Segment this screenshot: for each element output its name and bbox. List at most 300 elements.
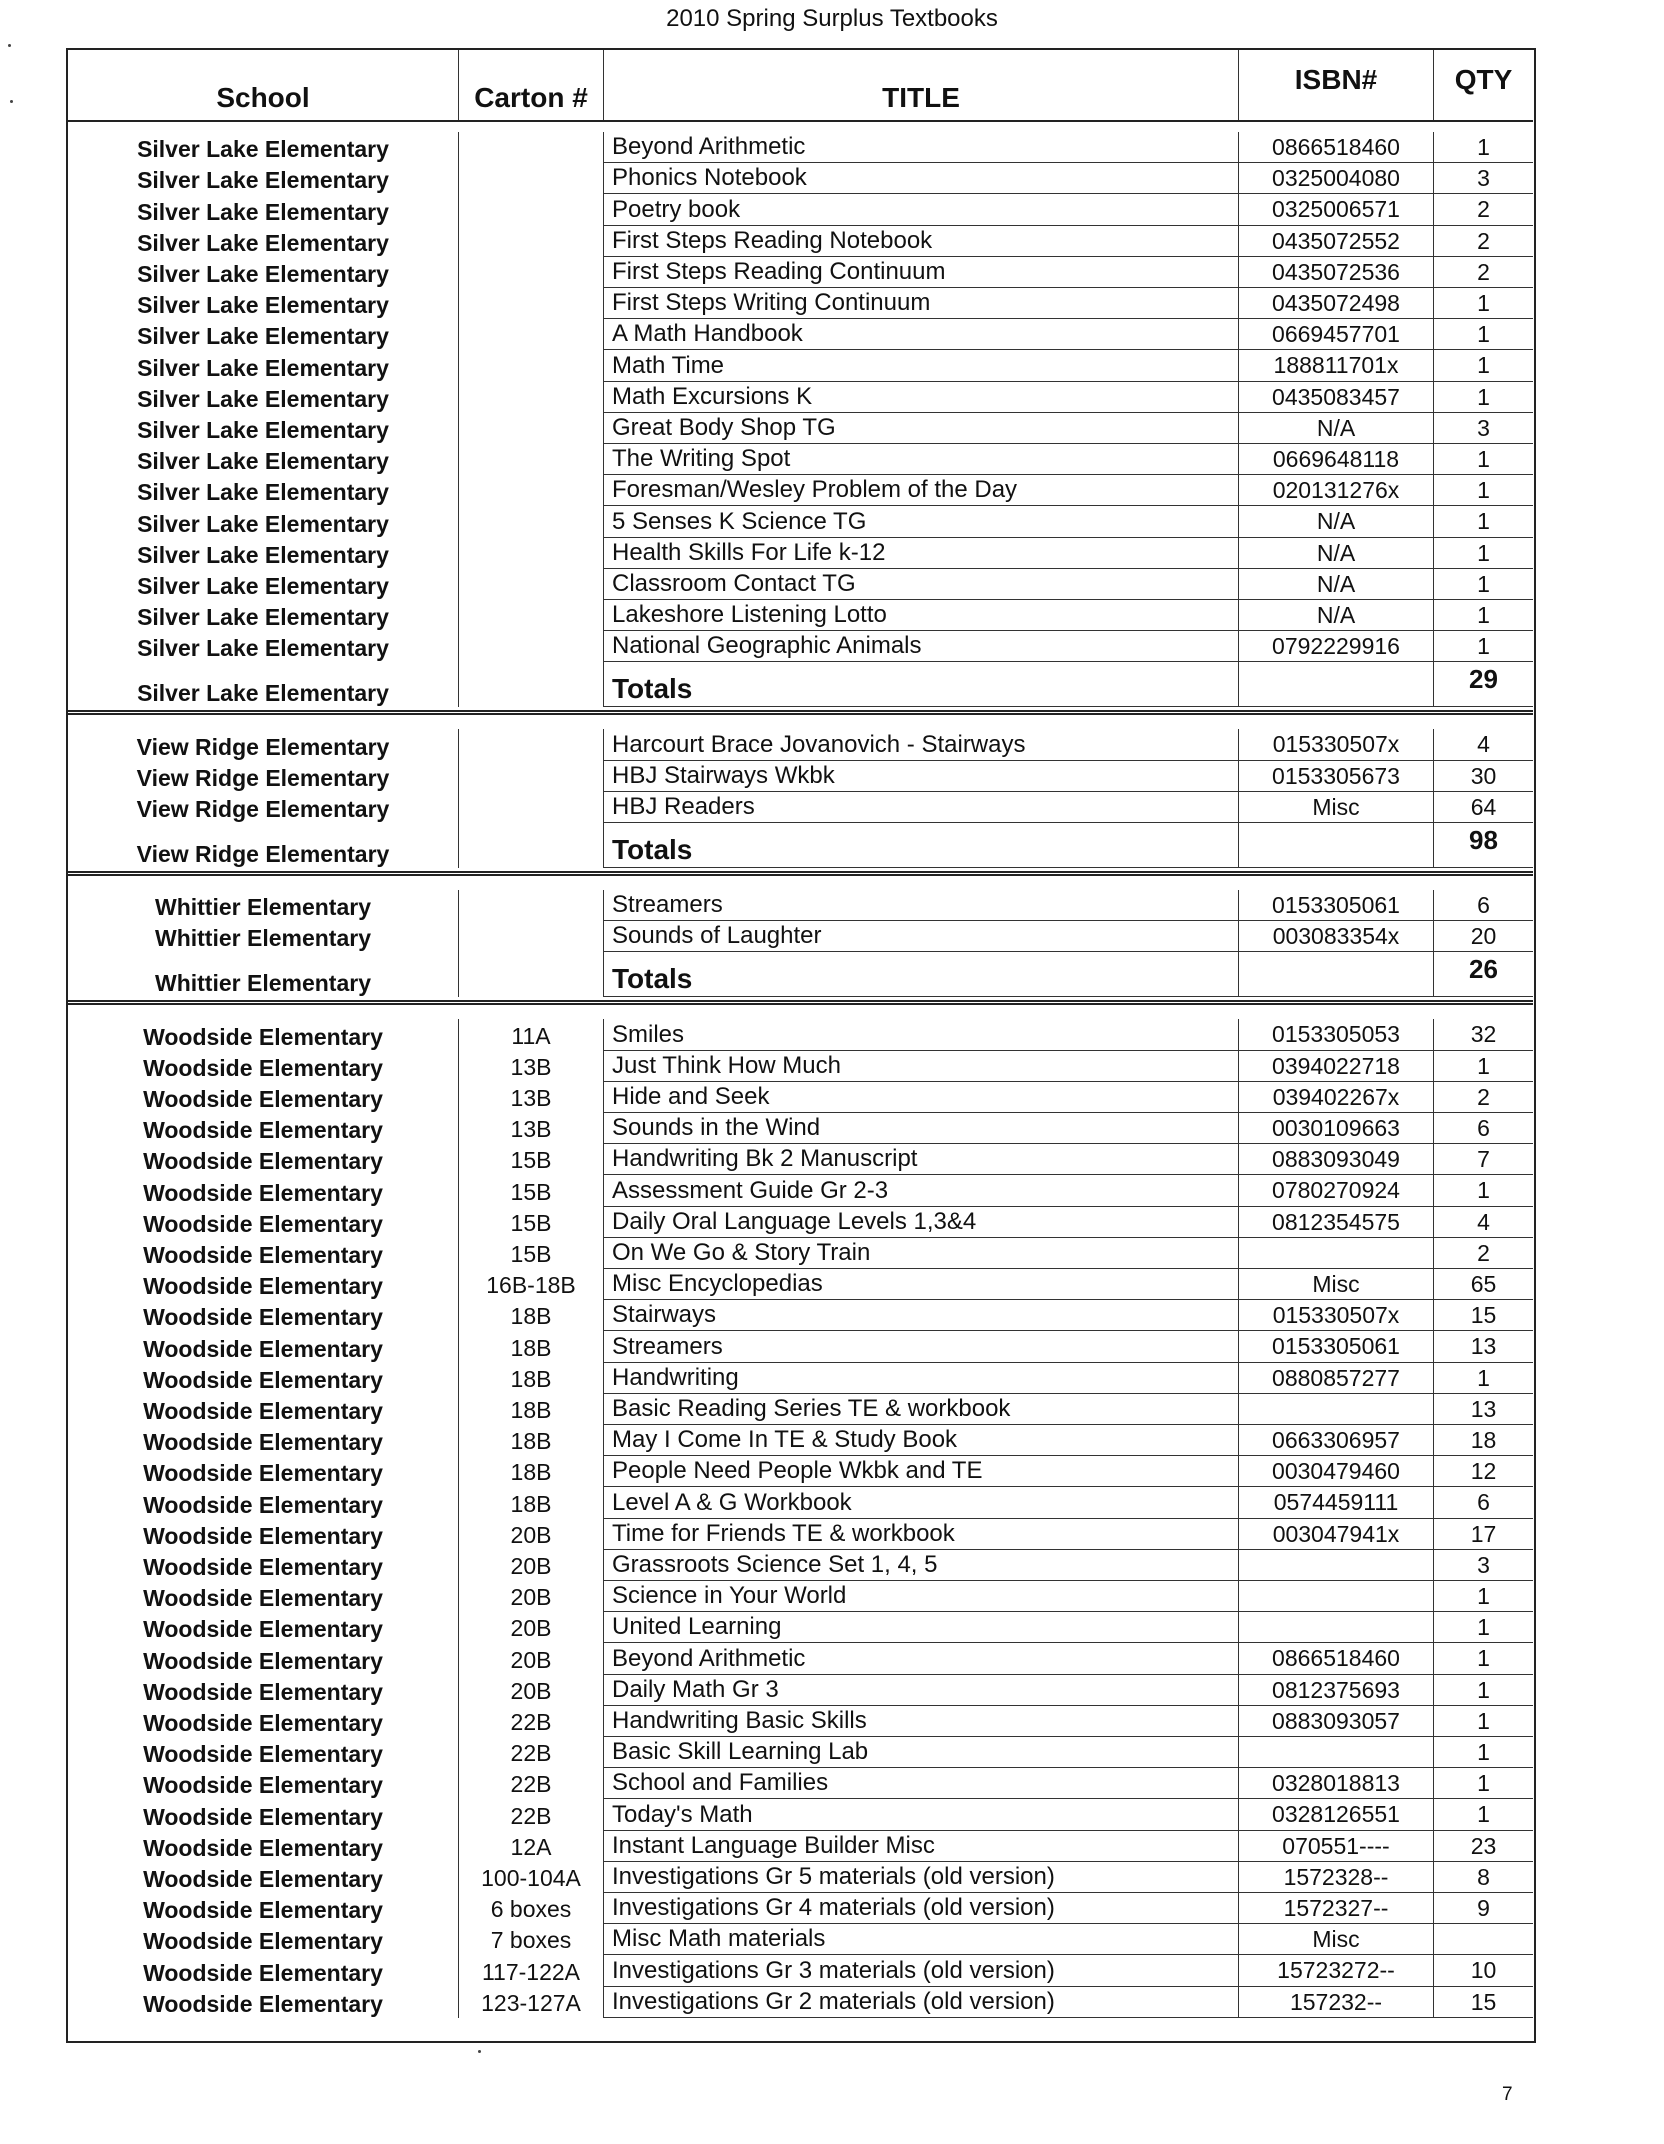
qty-cell: 64 bbox=[1433, 792, 1533, 823]
school-cell: Woodside Elementary bbox=[143, 1522, 383, 1549]
totals-label: Totals bbox=[603, 662, 1238, 707]
carton-cell: 7 boxes bbox=[458, 1924, 603, 1955]
school-cell: Silver Lake Elementary bbox=[137, 354, 389, 381]
carton-cell: 18B bbox=[458, 1300, 603, 1331]
isbn-cell bbox=[1238, 1737, 1433, 1768]
header-carton: Carton # bbox=[458, 50, 603, 120]
page-number: 7 bbox=[1502, 2084, 1513, 2105]
title-cell: Hide and Seek bbox=[603, 1082, 1238, 1113]
totals-row bbox=[68, 952, 1533, 997]
school-cell: Woodside Elementary bbox=[143, 1335, 383, 1362]
title-cell: Misc Encyclopedias bbox=[603, 1269, 1238, 1300]
qty-cell: 1 bbox=[1433, 350, 1533, 381]
total-qty: 26 bbox=[1433, 952, 1533, 997]
qty-cell: 10 bbox=[1433, 1955, 1533, 1986]
table-row bbox=[68, 1456, 1533, 1487]
title-cell: Sounds in the Wind bbox=[603, 1113, 1238, 1144]
school-cell: Woodside Elementary bbox=[143, 1085, 383, 1112]
carton-cell: 22B bbox=[458, 1737, 603, 1768]
isbn-cell: 003047941x bbox=[1238, 1519, 1433, 1550]
carton-cell: 15B bbox=[458, 1144, 603, 1175]
title-cell: United Learning bbox=[603, 1612, 1238, 1643]
table-row bbox=[68, 1175, 1533, 1206]
isbn-cell: 0435072552 bbox=[1238, 226, 1433, 257]
title-cell: Daily Oral Language Levels 1,3&4 bbox=[603, 1207, 1238, 1238]
carton-cell: 100-104A bbox=[458, 1862, 603, 1893]
school-cell: Silver Lake Elementary bbox=[137, 510, 389, 537]
title-cell: Lakeshore Listening Lotto bbox=[603, 600, 1238, 631]
title-cell: Harcourt Brace Jovanovich - Stairways bbox=[603, 729, 1238, 760]
title-cell: Basic Reading Series TE & workbook bbox=[603, 1394, 1238, 1425]
title-cell: First Steps Reading Notebook bbox=[603, 226, 1238, 257]
isbn-cell: Misc bbox=[1238, 1924, 1433, 1955]
school-cell: View Ridge Elementary bbox=[136, 764, 390, 791]
totals-label: Totals bbox=[603, 952, 1238, 997]
carton-cell: 13B bbox=[458, 1113, 603, 1144]
carton-cell: 18B bbox=[458, 1331, 603, 1362]
school-cell: Woodside Elementary bbox=[143, 1179, 383, 1206]
school-cell: Woodside Elementary bbox=[143, 1304, 383, 1331]
isbn-cell: N/A bbox=[1238, 538, 1433, 569]
carton-cell bbox=[458, 662, 603, 707]
title-cell: On We Go & Story Train bbox=[603, 1238, 1238, 1269]
school-cell: View Ridge Elementary bbox=[136, 841, 390, 867]
qty-cell: 8 bbox=[1433, 1862, 1533, 1893]
table-row bbox=[68, 1238, 1533, 1269]
carton-cell bbox=[458, 600, 603, 631]
carton-cell bbox=[458, 163, 603, 194]
carton-cell: 18B bbox=[458, 1487, 603, 1518]
carton-cell bbox=[458, 413, 603, 444]
isbn-cell: 0663306957 bbox=[1238, 1425, 1433, 1456]
qty-cell: 1 bbox=[1433, 288, 1533, 319]
title-cell: Time for Friends TE & workbook bbox=[603, 1519, 1238, 1550]
qty-cell: 18 bbox=[1433, 1425, 1533, 1456]
isbn-cell: Misc bbox=[1238, 1269, 1433, 1300]
school-cell: Woodside Elementary bbox=[143, 1460, 383, 1487]
title-cell: Beyond Arithmetic bbox=[603, 1643, 1238, 1674]
school-cell: Woodside Elementary bbox=[143, 1273, 383, 1300]
qty-cell: 1 bbox=[1433, 382, 1533, 413]
totals-row bbox=[68, 662, 1533, 707]
title-cell: Investigations Gr 3 materials (old version) bbox=[603, 1955, 1238, 1986]
carton-cell: 15B bbox=[458, 1238, 603, 1269]
isbn-cell: 0883093049 bbox=[1238, 1144, 1433, 1175]
scan-speck bbox=[8, 44, 11, 47]
title-cell: Daily Math Gr 3 bbox=[603, 1675, 1238, 1706]
isbn-cell: 1572327-- bbox=[1238, 1893, 1433, 1924]
qty-cell: 13 bbox=[1433, 1331, 1533, 1362]
carton-cell bbox=[458, 538, 603, 569]
carton-cell bbox=[458, 761, 603, 792]
school-cell: Woodside Elementary bbox=[143, 1772, 383, 1799]
carton-cell: 18B bbox=[458, 1456, 603, 1487]
school-cell: Woodside Elementary bbox=[143, 1148, 383, 1175]
table-row bbox=[68, 1300, 1533, 1331]
qty-cell: 3 bbox=[1433, 413, 1533, 444]
qty-cell: 12 bbox=[1433, 1456, 1533, 1487]
school-cell: Woodside Elementary bbox=[143, 1553, 383, 1580]
isbn-cell: 0812354575 bbox=[1238, 1207, 1433, 1238]
title-cell: Level A & G Workbook bbox=[603, 1487, 1238, 1518]
isbn-cell: 0153305061 bbox=[1238, 890, 1433, 921]
carton-cell: 16B-18B bbox=[458, 1269, 603, 1300]
qty-cell: 20 bbox=[1433, 921, 1533, 952]
school-cell: Whittier Elementary bbox=[155, 894, 371, 921]
qty-cell: 1 bbox=[1433, 1612, 1533, 1643]
title-cell: A Math Handbook bbox=[603, 319, 1238, 350]
table-row bbox=[68, 475, 1533, 506]
isbn-cell bbox=[1238, 1612, 1433, 1643]
qty-cell: 7 bbox=[1433, 1144, 1533, 1175]
carton-cell: 20B bbox=[458, 1643, 603, 1674]
qty-cell: 1 bbox=[1433, 1768, 1533, 1799]
isbn-cell: 015330507x bbox=[1238, 729, 1433, 760]
isbn-cell: 0780270924 bbox=[1238, 1175, 1433, 1206]
table-row bbox=[68, 1394, 1533, 1425]
table-row bbox=[68, 194, 1533, 225]
table-row bbox=[68, 288, 1533, 319]
school-cell: Silver Lake Elementary bbox=[137, 385, 389, 412]
qty-cell: 6 bbox=[1433, 1487, 1533, 1518]
isbn-cell bbox=[1238, 662, 1433, 707]
school-cell: Woodside Elementary bbox=[143, 1054, 383, 1081]
group-separator bbox=[68, 710, 1533, 715]
school-cell: Silver Lake Elementary bbox=[137, 260, 389, 287]
school-cell: Silver Lake Elementary bbox=[137, 167, 389, 194]
isbn-cell: 0812375693 bbox=[1238, 1675, 1433, 1706]
school-cell: Woodside Elementary bbox=[143, 1803, 383, 1830]
title-cell: May I Come In TE & Study Book bbox=[603, 1425, 1238, 1456]
isbn-cell: 0328126551 bbox=[1238, 1799, 1433, 1830]
table-row bbox=[68, 1799, 1533, 1830]
group-separator bbox=[68, 1000, 1533, 1005]
school-cell: Silver Lake Elementary bbox=[137, 136, 389, 163]
carton-cell: 22B bbox=[458, 1768, 603, 1799]
qty-cell: 1 bbox=[1433, 506, 1533, 537]
title-cell: Classroom Contact TG bbox=[603, 569, 1238, 600]
qty-cell: 1 bbox=[1433, 132, 1533, 163]
carton-cell: 123-127A bbox=[458, 1987, 603, 2018]
qty-cell: 1 bbox=[1433, 569, 1533, 600]
table-row bbox=[68, 1082, 1533, 1113]
table-row bbox=[68, 226, 1533, 257]
title-cell: Stairways bbox=[603, 1300, 1238, 1331]
table-row bbox=[68, 1363, 1533, 1394]
carton-cell bbox=[458, 444, 603, 475]
table-row bbox=[68, 1550, 1533, 1581]
school-cell: Woodside Elementary bbox=[143, 1397, 383, 1424]
isbn-cell: 0325006571 bbox=[1238, 194, 1433, 225]
qty-cell: 3 bbox=[1433, 1550, 1533, 1581]
title-cell: Streamers bbox=[603, 1331, 1238, 1362]
carton-cell bbox=[458, 257, 603, 288]
carton-cell bbox=[458, 132, 603, 163]
isbn-cell: N/A bbox=[1238, 506, 1433, 537]
qty-cell: 1 bbox=[1433, 1363, 1533, 1394]
title-cell: Great Body Shop TG bbox=[603, 413, 1238, 444]
carton-cell: 22B bbox=[458, 1706, 603, 1737]
title-cell: Investigations Gr 5 materials (old version) bbox=[603, 1862, 1238, 1893]
carton-cell bbox=[458, 569, 603, 600]
title-cell: Handwriting Bk 2 Manuscript bbox=[603, 1144, 1238, 1175]
carton-cell bbox=[458, 475, 603, 506]
qty-cell: 2 bbox=[1433, 257, 1533, 288]
qty-cell: 2 bbox=[1433, 194, 1533, 225]
school-cell: Woodside Elementary bbox=[143, 1117, 383, 1144]
carton-cell bbox=[458, 890, 603, 921]
title-cell: Beyond Arithmetic bbox=[603, 132, 1238, 163]
title-cell: Handwriting Basic Skills bbox=[603, 1706, 1238, 1737]
table-row bbox=[68, 729, 1533, 760]
school-cell: Silver Lake Elementary bbox=[137, 198, 389, 225]
table-row bbox=[68, 413, 1533, 444]
qty-cell: 2 bbox=[1433, 1082, 1533, 1113]
title-cell: Instant Language Builder Misc bbox=[603, 1831, 1238, 1862]
carton-cell bbox=[458, 319, 603, 350]
school-cell: Silver Lake Elementary bbox=[137, 229, 389, 256]
table-row bbox=[68, 1581, 1533, 1612]
qty-cell bbox=[1433, 1924, 1533, 1955]
table-row bbox=[68, 761, 1533, 792]
qty-cell: 9 bbox=[1433, 1893, 1533, 1924]
carton-cell bbox=[458, 631, 603, 662]
carton-cell: 13B bbox=[458, 1051, 603, 1082]
isbn-cell bbox=[1238, 1394, 1433, 1425]
table-row bbox=[68, 1643, 1533, 1674]
carton-cell: 15B bbox=[458, 1207, 603, 1238]
school-cell: Woodside Elementary bbox=[143, 1928, 383, 1955]
qty-cell: 1 bbox=[1433, 1581, 1533, 1612]
isbn-cell bbox=[1238, 823, 1433, 868]
title-cell: First Steps Reading Continuum bbox=[603, 257, 1238, 288]
isbn-cell bbox=[1238, 1550, 1433, 1581]
totals-label: Totals bbox=[603, 823, 1238, 868]
qty-cell: 6 bbox=[1433, 890, 1533, 921]
table-row bbox=[68, 1675, 1533, 1706]
isbn-cell: 0435072498 bbox=[1238, 288, 1433, 319]
isbn-cell: 0574459111 bbox=[1238, 1487, 1433, 1518]
carton-cell: 20B bbox=[458, 1550, 603, 1581]
title-cell: Streamers bbox=[603, 890, 1238, 921]
table-row bbox=[68, 569, 1533, 600]
qty-cell: 15 bbox=[1433, 1300, 1533, 1331]
table-row bbox=[68, 257, 1533, 288]
school-cell: View Ridge Elementary bbox=[136, 795, 390, 822]
qty-cell: 30 bbox=[1433, 761, 1533, 792]
qty-cell: 1 bbox=[1433, 1643, 1533, 1674]
isbn-cell: 0883093057 bbox=[1238, 1706, 1433, 1737]
title-cell: Foresman/Wesley Problem of the Day bbox=[603, 475, 1238, 506]
qty-cell: 1 bbox=[1433, 1675, 1533, 1706]
carton-cell: 20B bbox=[458, 1581, 603, 1612]
title-cell: Just Think How Much bbox=[603, 1051, 1238, 1082]
qty-cell: 15 bbox=[1433, 1987, 1533, 2018]
table-row bbox=[68, 444, 1533, 475]
title-cell: School and Families bbox=[603, 1768, 1238, 1799]
isbn-cell: 157232-- bbox=[1238, 1987, 1433, 2018]
qty-cell: 1 bbox=[1433, 1706, 1533, 1737]
scan-speck bbox=[478, 2050, 481, 2053]
table-row bbox=[68, 1924, 1533, 1955]
isbn-cell: 015330507x bbox=[1238, 1300, 1433, 1331]
school-cell: Woodside Elementary bbox=[143, 1210, 383, 1237]
isbn-cell: 0669457701 bbox=[1238, 319, 1433, 350]
carton-cell: 15B bbox=[458, 1175, 603, 1206]
school-cell: Woodside Elementary bbox=[143, 1491, 383, 1518]
qty-cell: 1 bbox=[1433, 1175, 1533, 1206]
header-isbn: ISBN# bbox=[1238, 50, 1433, 120]
carton-cell bbox=[458, 226, 603, 257]
school-cell: Woodside Elementary bbox=[143, 1741, 383, 1768]
carton-cell bbox=[458, 729, 603, 760]
isbn-cell: 0030479460 bbox=[1238, 1456, 1433, 1487]
qty-cell: 1 bbox=[1433, 1051, 1533, 1082]
title-cell: Phonics Notebook bbox=[603, 163, 1238, 194]
carton-cell bbox=[458, 792, 603, 823]
title-cell: The Writing Spot bbox=[603, 444, 1238, 475]
title-cell: Math Excursions K bbox=[603, 382, 1238, 413]
school-cell: Woodside Elementary bbox=[143, 1865, 383, 1892]
isbn-cell: 0153305061 bbox=[1238, 1331, 1433, 1362]
isbn-cell: N/A bbox=[1238, 413, 1433, 444]
qty-cell: 1 bbox=[1433, 444, 1533, 475]
title-cell: Investigations Gr 2 materials (old version) bbox=[603, 1987, 1238, 2018]
qty-cell: 23 bbox=[1433, 1831, 1533, 1862]
isbn-cell: 0792229916 bbox=[1238, 631, 1433, 662]
isbn-cell bbox=[1238, 1238, 1433, 1269]
school-cell: Woodside Elementary bbox=[143, 1647, 383, 1674]
title-cell: Health Skills For Life k-12 bbox=[603, 538, 1238, 569]
carton-cell bbox=[458, 921, 603, 952]
table-header-row bbox=[68, 50, 1533, 122]
table-row bbox=[68, 1831, 1533, 1862]
table-row bbox=[68, 1612, 1533, 1643]
isbn-cell: 0325004080 bbox=[1238, 163, 1433, 194]
table-row bbox=[68, 1269, 1533, 1300]
table-row bbox=[68, 1144, 1533, 1175]
carton-cell bbox=[458, 823, 603, 868]
title-cell: Math Time bbox=[603, 350, 1238, 381]
isbn-cell: 15723272-- bbox=[1238, 1955, 1433, 1986]
table-row bbox=[68, 1519, 1533, 1550]
carton-cell: 6 boxes bbox=[458, 1893, 603, 1924]
carton-cell: 20B bbox=[458, 1519, 603, 1550]
qty-cell: 3 bbox=[1433, 163, 1533, 194]
table-row bbox=[68, 1425, 1533, 1456]
qty-cell: 17 bbox=[1433, 1519, 1533, 1550]
school-cell: Silver Lake Elementary bbox=[137, 292, 389, 319]
qty-cell: 1 bbox=[1433, 1737, 1533, 1768]
isbn-cell: N/A bbox=[1238, 569, 1433, 600]
table-row bbox=[68, 1051, 1533, 1082]
school-cell: Woodside Elementary bbox=[143, 1834, 383, 1861]
total-qty: 98 bbox=[1433, 823, 1533, 868]
qty-cell: 1 bbox=[1433, 600, 1533, 631]
table-row bbox=[68, 163, 1533, 194]
header-qty: QTY bbox=[1433, 50, 1533, 120]
carton-cell: 20B bbox=[458, 1675, 603, 1706]
table-row bbox=[68, 1706, 1533, 1737]
school-cell: Woodside Elementary bbox=[143, 1990, 383, 2017]
table-row bbox=[68, 1737, 1533, 1768]
table-row bbox=[68, 1207, 1533, 1238]
school-cell: Woodside Elementary bbox=[143, 1429, 383, 1456]
qty-cell: 6 bbox=[1433, 1113, 1533, 1144]
title-cell: Science in Your World bbox=[603, 1581, 1238, 1612]
school-cell: Silver Lake Elementary bbox=[137, 572, 389, 599]
school-cell: Woodside Elementary bbox=[143, 1709, 383, 1736]
isbn-cell: 1572328-- bbox=[1238, 1862, 1433, 1893]
isbn-cell: 0153305053 bbox=[1238, 1019, 1433, 1050]
qty-cell: 1 bbox=[1433, 1799, 1533, 1830]
title-cell: Basic Skill Learning Lab bbox=[603, 1737, 1238, 1768]
title-cell: Sounds of Laughter bbox=[603, 921, 1238, 952]
isbn-cell: 0866518460 bbox=[1238, 132, 1433, 163]
school-cell: Silver Lake Elementary bbox=[137, 416, 389, 443]
table-row bbox=[68, 132, 1533, 163]
title-cell: Handwriting bbox=[603, 1363, 1238, 1394]
table-row bbox=[68, 350, 1533, 381]
table-row bbox=[68, 1113, 1533, 1144]
group-separator bbox=[68, 871, 1533, 876]
school-cell: Whittier Elementary bbox=[155, 925, 371, 952]
isbn-cell: N/A bbox=[1238, 600, 1433, 631]
carton-cell bbox=[458, 194, 603, 225]
table-row bbox=[68, 506, 1533, 537]
school-cell: Woodside Elementary bbox=[143, 1959, 383, 1986]
scan-speck bbox=[10, 100, 13, 103]
table-row bbox=[68, 1987, 1533, 2018]
carton-cell: 22B bbox=[458, 1799, 603, 1830]
school-cell: Woodside Elementary bbox=[143, 1678, 383, 1705]
table-row bbox=[68, 1893, 1533, 1924]
school-cell: Silver Lake Elementary bbox=[137, 635, 389, 662]
table-row bbox=[68, 1019, 1533, 1050]
table-row bbox=[68, 631, 1533, 662]
document-title: 2010 Spring Surplus Textbooks bbox=[666, 5, 998, 32]
title-cell: First Steps Writing Continuum bbox=[603, 288, 1238, 319]
table-row bbox=[68, 382, 1533, 413]
isbn-cell: 0328018813 bbox=[1238, 1768, 1433, 1799]
table-row bbox=[68, 921, 1533, 952]
qty-cell: 1 bbox=[1433, 538, 1533, 569]
title-cell: Assessment Guide Gr 2-3 bbox=[603, 1175, 1238, 1206]
school-cell: Silver Lake Elementary bbox=[137, 448, 389, 475]
total-qty: 29 bbox=[1433, 662, 1533, 707]
table-row bbox=[68, 792, 1533, 823]
isbn-cell: 0435083457 bbox=[1238, 382, 1433, 413]
isbn-cell: 070551---- bbox=[1238, 1831, 1433, 1862]
title-cell: Misc Math materials bbox=[603, 1924, 1238, 1955]
table-row bbox=[68, 1862, 1533, 1893]
qty-cell: 1 bbox=[1433, 319, 1533, 350]
carton-cell: 20B bbox=[458, 1612, 603, 1643]
school-cell: Silver Lake Elementary bbox=[137, 541, 389, 568]
school-cell: Whittier Elementary bbox=[155, 970, 371, 997]
totals-row bbox=[68, 823, 1533, 868]
surplus-textbooks-table bbox=[66, 48, 1536, 2043]
qty-cell: 1 bbox=[1433, 475, 1533, 506]
title-cell: National Geographic Animals bbox=[603, 631, 1238, 662]
carton-cell: 13B bbox=[458, 1082, 603, 1113]
isbn-cell bbox=[1238, 1581, 1433, 1612]
title-cell: 5 Senses K Science TG bbox=[603, 506, 1238, 537]
carton-cell: 12A bbox=[458, 1831, 603, 1862]
isbn-cell: 039402267x bbox=[1238, 1082, 1433, 1113]
school-cell: Woodside Elementary bbox=[143, 1366, 383, 1393]
qty-cell: 32 bbox=[1433, 1019, 1533, 1050]
